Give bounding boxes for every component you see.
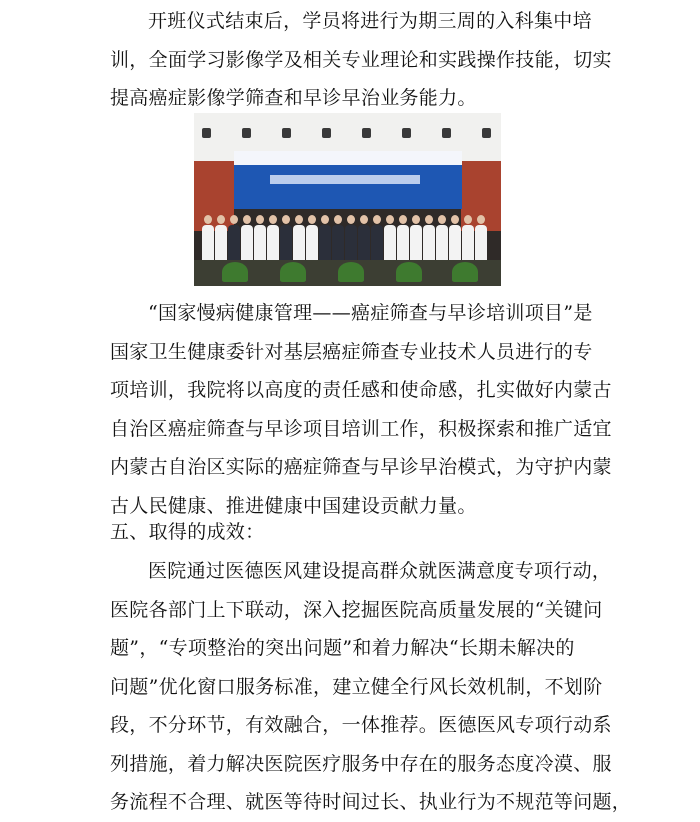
potted-plant xyxy=(452,262,478,282)
potted-plant xyxy=(338,262,364,282)
ceiling-light xyxy=(482,128,491,138)
heading-text: 五、取得的成效： xyxy=(110,521,265,543)
text-line: 项培训，我院将以高度的责任感和使命感，扎实做好内蒙古 xyxy=(110,379,612,401)
potted-plant xyxy=(222,262,248,282)
text-line: 段，不分环节，有效融合，一体推荐。医德医风专项行动系 xyxy=(110,714,612,736)
screen-header xyxy=(234,151,462,165)
intro-paragraph xyxy=(110,2,612,118)
text-line: 内蒙古自治区实际的癌症筛查与早诊早治模式，为守护内蒙 xyxy=(110,456,612,478)
section-heading xyxy=(110,513,596,552)
ceiling-light xyxy=(442,128,451,138)
screen-banner xyxy=(270,175,420,184)
text-line: 自治区癌症筛查与早诊项目培训工作，积极探索和推广适宜 xyxy=(110,417,612,440)
text-line: 务流程不合理、就医等待时间过长、执业行为不规范等问题， xyxy=(110,791,632,813)
ceiling-light xyxy=(282,128,291,138)
potted-plant xyxy=(396,262,422,282)
text-line: 开班仪式结束后，学员将进行为期三周的入科集中培 xyxy=(148,10,592,32)
text-line: 列措施，着力解决医院医疗服务中存在的服务态度冷漠、服 xyxy=(110,752,612,775)
ceiling-light xyxy=(322,128,331,138)
group-photo xyxy=(194,113,501,286)
potted-plant xyxy=(280,262,306,282)
text-line: 题”，“专项整治的突出问题”和着力解决“长期未解决的 xyxy=(110,637,575,659)
ceiling-light xyxy=(402,128,411,138)
project-paragraph xyxy=(110,294,612,525)
text-line: 问题”优化窗口服务标准，建立健全行风长效机制，不划阶 xyxy=(110,675,603,698)
text-line: 国家卫生健康委针对基层癌症筛查专业技术人员进行的专 xyxy=(110,340,593,363)
ceiling-light xyxy=(202,128,211,138)
text-line: 提高癌症影像学筛查和早诊早治业务能力。 xyxy=(110,87,477,109)
text-line: 训，全面学习影像学及相关专业理论和实践操作技能，切实 xyxy=(110,48,612,71)
plant-row xyxy=(194,260,501,286)
text-line: 古人民健康、推进健康中国建设贡献力量。 xyxy=(110,494,477,517)
ceiling-light xyxy=(362,128,371,138)
projection-screen xyxy=(234,151,462,209)
ceiling-light xyxy=(242,128,251,138)
text-line: 医院各部门上下联动，深入挖掘医院高质量发展的“关键问 xyxy=(110,598,603,621)
results-paragraph xyxy=(110,552,632,822)
text-line: “国家慢病健康管理——癌症筛查与早诊培训项目”是 xyxy=(148,302,593,324)
text-line: 医院通过医德医风建设提高群众就医满意度专项行动， xyxy=(148,560,612,582)
